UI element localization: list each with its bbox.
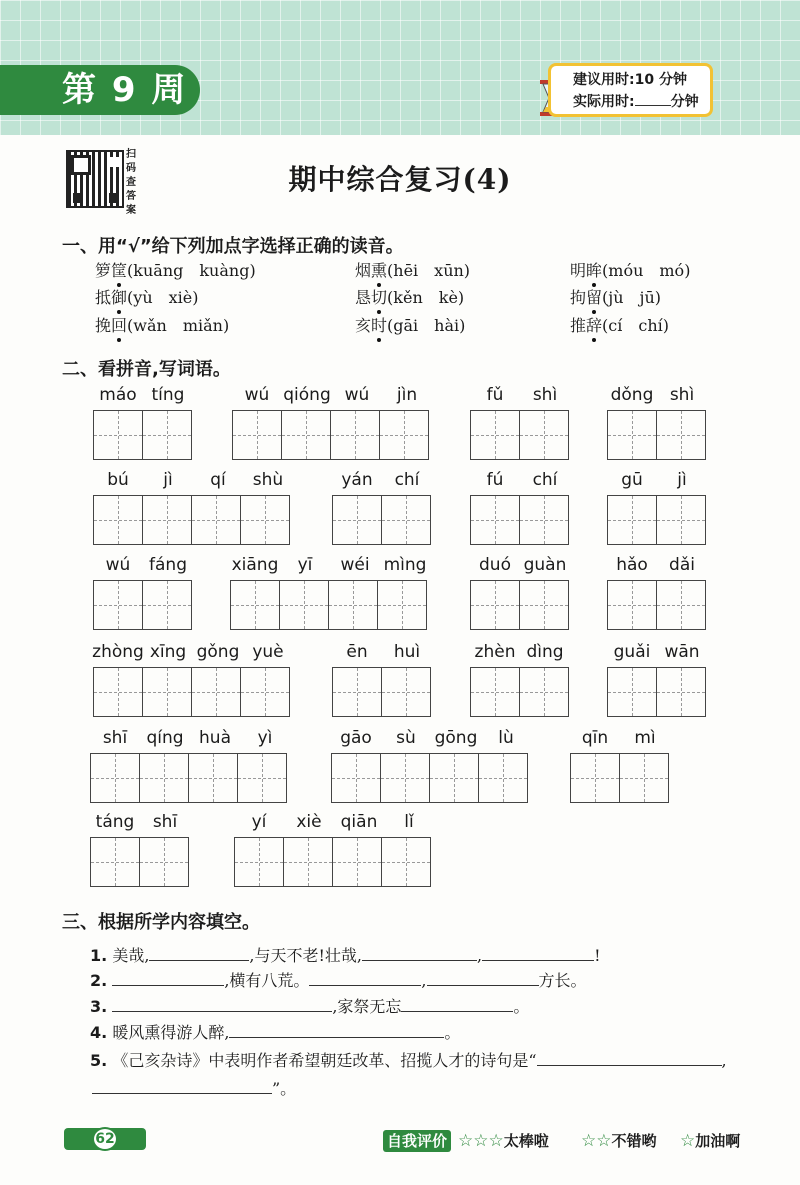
page-title: 期中综合复习(4) [288, 163, 512, 196]
writing-box[interactable] [93, 410, 143, 460]
fill-text: 方长。 [538, 971, 587, 990]
pinyin-syllable: jì [677, 470, 687, 490]
star-icon: ☆☆☆ [458, 1131, 504, 1151]
section2-heading: 二、看拼音,写词语。 [62, 359, 231, 380]
pinyin-syllable: hǎo [616, 555, 648, 575]
question-number: 4. [90, 1023, 108, 1042]
rating-option[interactable] [581, 1130, 657, 1152]
fill-blank-line [90, 943, 601, 966]
writing-grid [93, 667, 289, 718]
writing-box[interactable] [607, 580, 657, 630]
pinyin-syllable: wān [664, 642, 700, 662]
pinyin-syllable: lù [498, 728, 514, 748]
writing-box[interactable] [656, 495, 706, 545]
writing-box[interactable] [381, 667, 431, 717]
pinyin-syllable: xiāng [231, 555, 279, 575]
writing-box[interactable] [332, 837, 382, 887]
fill-text: 美哉, [112, 946, 150, 965]
writing-box[interactable] [240, 495, 290, 545]
writing-grid [470, 667, 568, 718]
writing-box[interactable] [377, 580, 427, 630]
writing-grid [90, 753, 286, 804]
writing-box[interactable] [90, 753, 140, 803]
pinyin-syllable: fǔ [486, 385, 504, 405]
actual-time-blank[interactable] [635, 91, 671, 106]
pinyin-syllable: táng [95, 812, 135, 832]
reading-choice-item[interactable] [95, 285, 198, 308]
answer-blank[interactable] [112, 995, 332, 1012]
writing-grid [93, 410, 191, 461]
writing-box[interactable] [188, 753, 238, 803]
reading-choice-item[interactable] [355, 313, 465, 336]
writing-box[interactable] [381, 837, 431, 887]
pinyin-syllable: zhèn [474, 642, 516, 662]
writing-box[interactable] [470, 495, 520, 545]
pinyin-syllable: fú [486, 470, 504, 490]
writing-box[interactable] [607, 667, 657, 717]
writing-grid [331, 753, 527, 804]
writing-box[interactable] [142, 667, 192, 717]
writing-grid [234, 837, 430, 888]
choice-reading[interactable]: (wǎn miǎn) [127, 316, 230, 335]
answer-blank[interactable] [401, 995, 513, 1012]
writing-box[interactable] [379, 410, 429, 460]
pinyin-syllable: gāo [340, 728, 372, 748]
writing-box[interactable] [519, 495, 569, 545]
pinyin-syllable: ēn [346, 642, 368, 662]
choice-word: 箩筐 [95, 261, 128, 280]
time-box [548, 63, 713, 117]
writing-grid [607, 667, 705, 718]
choice-reading[interactable]: (jù jū) [602, 288, 662, 307]
writing-box[interactable] [470, 667, 520, 717]
writing-box[interactable] [234, 837, 284, 887]
pinyin-syllable: wú [344, 385, 370, 405]
choice-word: 亥时 [355, 316, 388, 335]
week-label: 第 9 周 [0, 65, 200, 115]
fill-text: ,与天不老!壮哉, [249, 946, 363, 965]
writing-grid [90, 837, 188, 888]
writing-box[interactable] [478, 753, 528, 803]
pinyin-syllable: yì [257, 728, 273, 748]
writing-box[interactable] [240, 667, 290, 717]
fill-text: ”。 [272, 1079, 297, 1098]
pinyin-syllable: fáng [149, 555, 187, 575]
fill-text: ! [594, 946, 601, 965]
writing-box[interactable] [470, 410, 520, 460]
writing-box[interactable] [381, 495, 431, 545]
writing-grid [607, 495, 705, 546]
reading-choice-item[interactable] [355, 258, 470, 281]
reading-choice-item[interactable] [570, 285, 661, 308]
pinyin-syllable: gǒng [196, 642, 240, 662]
fill-text: 暖风熏得游人醉, [112, 1023, 230, 1042]
writing-grid [93, 495, 289, 546]
pinyin-syllable: zhòng [92, 642, 144, 662]
writing-box[interactable] [619, 753, 669, 803]
answer-blank[interactable] [537, 1049, 722, 1066]
pinyin-syllable: yí [251, 812, 267, 832]
page-number: 62 [92, 1127, 118, 1151]
writing-box[interactable] [519, 580, 569, 630]
answer-blank[interactable] [149, 944, 249, 961]
answer-blank[interactable] [229, 1021, 444, 1038]
pinyin-syllable: qíng [146, 728, 184, 748]
fill-blank-line [90, 968, 587, 991]
writing-box[interactable] [232, 410, 282, 460]
fill-text: ,家祭无忘 [332, 997, 402, 1016]
pinyin-syllable: jìn [396, 385, 418, 405]
pinyin-syllable: dǎi [669, 555, 695, 575]
writing-box[interactable] [607, 495, 657, 545]
writing-box[interactable] [570, 753, 620, 803]
pinyin-syllable: qiān [340, 812, 378, 832]
writing-box[interactable] [230, 580, 280, 630]
writing-box[interactable] [328, 580, 378, 630]
pinyin-syllable: chí [532, 470, 558, 490]
choice-reading[interactable]: (móu mó) [602, 261, 691, 280]
choice-word: 推辞 [570, 316, 603, 335]
pinyin-syllable: máo [99, 385, 137, 405]
question-number: 2. [90, 971, 108, 990]
section3-heading: 三、根据所学内容填空。 [62, 912, 260, 933]
answer-blank[interactable] [309, 969, 421, 986]
fill-blank-line [90, 1048, 727, 1071]
choice-reading[interactable]: (gāi hài) [387, 316, 466, 335]
choice-word: 恳切 [355, 288, 388, 307]
fill-blank-line [92, 1076, 296, 1099]
writing-box[interactable] [607, 410, 657, 460]
star-icon: ☆☆ [581, 1131, 612, 1151]
answer-blank[interactable] [112, 969, 224, 986]
answer-blank[interactable] [362, 944, 477, 961]
fill-text: , [421, 971, 427, 990]
pinyin-syllable: wéi [340, 555, 370, 575]
pinyin-syllable: lǐ [404, 812, 414, 832]
writing-grid [470, 495, 568, 546]
writing-grid [607, 410, 705, 461]
writing-grid [230, 580, 426, 631]
writing-grid [607, 580, 705, 631]
writing-box[interactable] [519, 410, 569, 460]
fill-text: , [721, 1051, 727, 1070]
writing-box[interactable] [656, 580, 706, 630]
writing-grid [232, 410, 428, 461]
writing-box[interactable] [191, 667, 241, 717]
writing-grid [470, 410, 568, 461]
writing-box[interactable] [90, 837, 140, 887]
pinyin-syllable: dǒng [610, 385, 654, 405]
writing-box[interactable] [283, 837, 333, 887]
choice-word: 明眸 [570, 261, 603, 280]
pinyin-syllable: duó [479, 555, 511, 575]
reading-choice-item[interactable] [355, 285, 464, 308]
pinyin-syllable: yuè [252, 642, 284, 662]
writing-box[interactable] [237, 753, 287, 803]
suggested-time: 建议用时:10 分钟 [573, 72, 687, 88]
star-icon: ☆ [680, 1131, 696, 1151]
pinyin-syllable: qí [210, 470, 226, 490]
pinyin-syllable: shī [152, 812, 178, 832]
reading-choice-item[interactable] [570, 313, 669, 336]
question-number: 3. [90, 997, 108, 1016]
pinyin-syllable: mìng [383, 555, 427, 575]
pinyin-syllable: guǎi [613, 642, 651, 662]
choice-reading[interactable]: (cí chí) [602, 316, 669, 335]
pinyin-syllable: shì [669, 385, 695, 405]
pinyin-syllable: xīng [149, 642, 187, 662]
pinyin-syllable: dìng [526, 642, 564, 662]
writing-box[interactable] [93, 495, 143, 545]
choice-reading[interactable]: (hēi xūn) [387, 261, 471, 280]
rating-label: 太棒啦 [503, 1132, 549, 1150]
pinyin-syllable: mì [634, 728, 656, 748]
writing-box[interactable] [330, 410, 380, 460]
choice-reading[interactable]: (kěn kè) [387, 288, 465, 307]
question-number: 1. [90, 946, 108, 965]
pinyin-syllable: gōng [434, 728, 478, 748]
writing-box[interactable] [331, 753, 381, 803]
writing-box[interactable] [142, 410, 192, 460]
fill-blank-line [90, 994, 529, 1017]
choice-reading[interactable]: (kuāng kuàng) [127, 261, 256, 280]
writing-grid [93, 580, 191, 631]
rating-option[interactable] [680, 1130, 740, 1152]
pinyin-syllable: wú [244, 385, 270, 405]
writing-box[interactable] [191, 495, 241, 545]
rating-label: 加油啊 [695, 1132, 741, 1150]
pinyin-syllable: jì [163, 470, 173, 490]
answer-blank[interactable] [427, 969, 539, 986]
fill-text: 。 [444, 1023, 461, 1042]
pinyin-syllable: wú [105, 555, 131, 575]
fill-text: , [477, 946, 483, 965]
writing-grid [570, 753, 668, 804]
actual-time: 实际用时: 分钟 [573, 91, 710, 113]
answer-blank[interactable] [92, 1077, 272, 1094]
writing-box[interactable] [281, 410, 331, 460]
writing-box[interactable] [332, 495, 382, 545]
pinyin-syllable: yī [297, 555, 313, 575]
choice-word: 拘留 [570, 288, 603, 307]
fill-text: ,横有八荒。 [224, 971, 310, 990]
pinyin-syllable: gū [621, 470, 643, 490]
writing-box[interactable] [429, 753, 479, 803]
pinyin-syllable: bú [107, 470, 129, 490]
writing-box[interactable] [656, 667, 706, 717]
choice-word: 烟熏 [355, 261, 388, 280]
writing-grid [332, 495, 430, 546]
writing-grid [470, 580, 568, 631]
writing-box[interactable] [142, 495, 192, 545]
fill-text: 《己亥杂诗》中表明作者希望朝廷改革、招揽人才的诗句是“ [112, 1051, 537, 1070]
reading-choice-item[interactable] [95, 258, 256, 281]
qr-label: 扫码查答案 [126, 149, 136, 216]
question-number: 5. [90, 1051, 108, 1070]
choice-word: 挽回 [95, 316, 128, 335]
choice-reading[interactable]: (yù xiè) [127, 288, 199, 307]
writing-box[interactable] [139, 753, 189, 803]
pinyin-syllable: guàn [523, 555, 567, 575]
pinyin-syllable: shī [102, 728, 128, 748]
pinyin-syllable: tíng [151, 385, 185, 405]
answer-blank[interactable] [482, 944, 594, 961]
pinyin-syllable: shì [532, 385, 558, 405]
rating-option[interactable] [458, 1130, 549, 1152]
pinyin-syllable: sù [396, 728, 416, 748]
writing-grid [332, 667, 430, 718]
reading-choice-item[interactable] [570, 258, 690, 281]
writing-box[interactable] [380, 753, 430, 803]
writing-box[interactable] [332, 667, 382, 717]
pinyin-syllable: xiè [296, 812, 322, 832]
choice-word: 抵御 [95, 288, 128, 307]
pinyin-syllable: shù [252, 470, 284, 490]
fill-blank-line [90, 1020, 460, 1043]
writing-box[interactable] [279, 580, 329, 630]
writing-box[interactable] [142, 580, 192, 630]
pinyin-syllable: qióng [283, 385, 331, 405]
writing-box[interactable] [93, 667, 143, 717]
self-eval-label: 自我评价 [383, 1130, 451, 1152]
rating-label: 不错哟 [611, 1132, 657, 1150]
section1-heading: 一、用“√”给下列加点字选择正确的读音。 [62, 236, 404, 257]
pinyin-syllable: qīn [581, 728, 609, 748]
reading-choice-item[interactable] [95, 313, 229, 336]
writing-box[interactable] [656, 410, 706, 460]
pinyin-syllable: huà [199, 728, 231, 748]
writing-box[interactable] [93, 580, 143, 630]
writing-box[interactable] [139, 837, 189, 887]
pinyin-syllable: yán [341, 470, 373, 490]
fill-text: 。 [513, 997, 530, 1016]
pinyin-syllable: huì [393, 642, 421, 662]
writing-box[interactable] [470, 580, 520, 630]
writing-box[interactable] [519, 667, 569, 717]
pinyin-syllable: chí [394, 470, 420, 490]
